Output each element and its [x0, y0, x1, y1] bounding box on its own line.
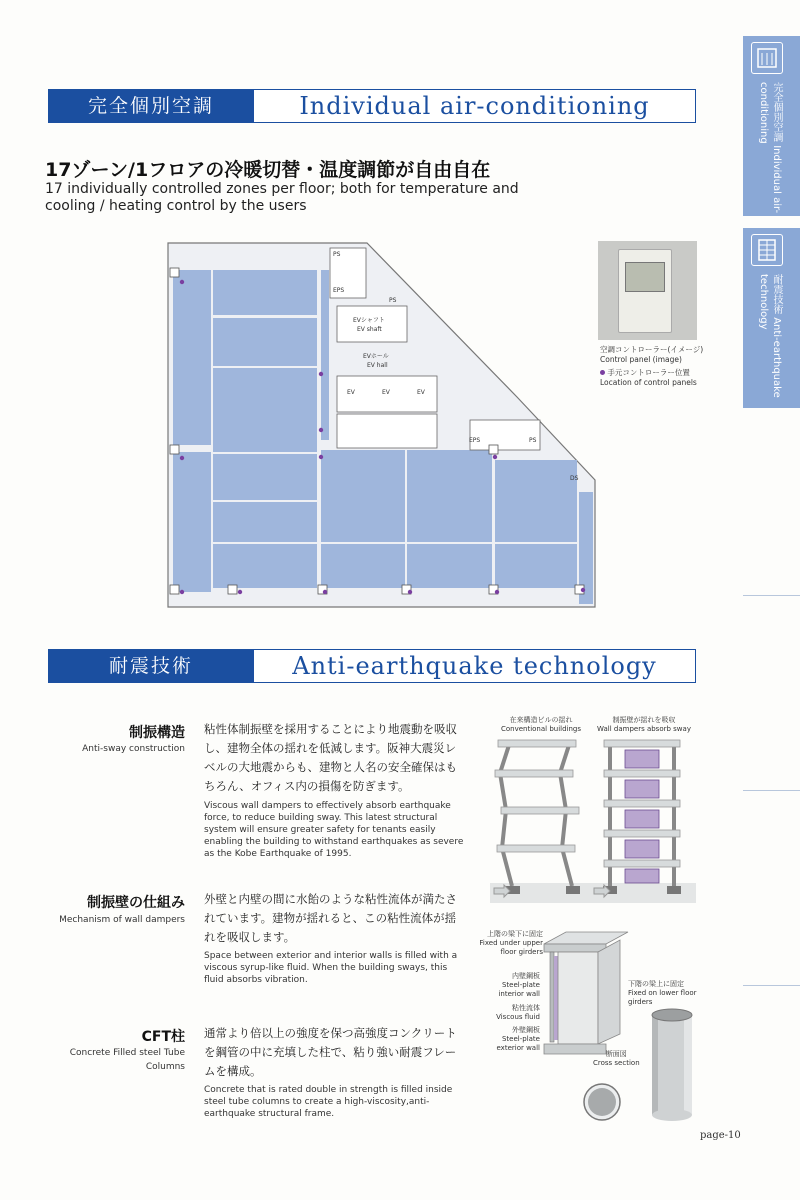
- control-panel-screen: [625, 262, 665, 292]
- ev-shaft-label-en: EV shaft: [357, 326, 382, 333]
- control-panel-caption: 空調コントローラー(イメージ) Control panel (image): [600, 345, 704, 364]
- item-body-jp: 外壁と内壁の間に水飴のような粘性流体が満たされています。建物が揺れると、この粘性流体が揺れを吸収します。: [204, 892, 457, 944]
- ps-label: PS: [389, 297, 397, 304]
- label-exterior-wall: 外壁鋼板 Steel-plate exterior wall: [496, 1026, 540, 1052]
- label-interior-wall: 内壁鋼板 Steel-plate interior wall: [498, 972, 540, 998]
- item-title-jp: 制振壁の仕組み: [87, 895, 185, 911]
- ps-label: PS: [333, 251, 341, 258]
- diagram-caption-conventional: 在来構造ビルの揺れ Conventional buildings: [500, 716, 582, 733]
- section-title-en: Individual air-conditioning: [254, 89, 696, 123]
- diagram-caption-dampers: 制振壁が揺れを吸収 Wall dampers absorb sway: [597, 716, 691, 733]
- tab-divider: [743, 985, 800, 986]
- tab-divider: [743, 595, 800, 596]
- item-title-jp: CFT柱: [141, 1029, 185, 1045]
- control-panel-image: [598, 241, 697, 340]
- eps-label: EPS: [333, 287, 345, 294]
- ev-label: EV: [347, 389, 355, 396]
- ev-hall-label-en: EV hall: [367, 362, 388, 369]
- item-body-en: Viscous wall dampers to effectively absorb earthquake force, to reduce building sway. This latest structural system will ensure greater safety for tenants easily enabling the building to withstand earthquakes as severe as the Kobe Earthquake of 1995.: [204, 801, 464, 859]
- label-fixed-upper: 上階の梁下に固定 Fixed under upper floor girders: [479, 930, 543, 956]
- item-body-en: Concrete that is rated double in strength is filled inside steel tube columns to create a high-viscosity,anti-earthquake structural frame.: [204, 1085, 453, 1119]
- side-tab-anti-earthquake[interactable]: [743, 228, 800, 408]
- tab-divider: [743, 790, 800, 791]
- ev-label: EV: [417, 389, 425, 396]
- panel-location-marker-icon: [600, 370, 605, 375]
- section-header-air-conditioning: [48, 89, 696, 123]
- ds-label: DS: [570, 475, 579, 482]
- label-cross-section: 断面図 Cross section: [593, 1050, 640, 1067]
- page-number: page-10: [700, 1130, 741, 1141]
- item-body-en: Space between exterior and interior walls is filled with a viscous syrup-like fluid. When the building sways, this fluid absorbs vibration.: [204, 951, 458, 985]
- side-tab-air-conditioning[interactable]: [743, 36, 800, 216]
- side-tab-label: 完全個別空調 Individual air-conditioning: [758, 82, 782, 214]
- control-panel-device: [618, 249, 672, 333]
- headline-en: 17 individually controlled zones per floor; both for temperature and cooling / heating control by the users: [45, 181, 519, 214]
- item-title-jp: 制振構造: [129, 725, 185, 741]
- item-title-en: Mechanism of wall dampers: [59, 915, 185, 925]
- item-body-jp: 通常より倍以上の強度を保つ高強度コンクリートを鋼管の中に充填した柱で、粘り強い耐震フレームを構成。: [204, 1026, 457, 1078]
- eps-label: EPS: [469, 437, 481, 444]
- item-body-jp: 粘性体制振壁を採用することにより地震動を吸収し、建物全体の揺れを低減します。阪神大震災レベルの大地震からも、建物と人名の安全確保はもちろん、オフィス内の損傷を防ぎます。: [204, 722, 457, 793]
- item-title-en: Anti-sway construction: [82, 744, 185, 754]
- control-panel-legend: 手元コントローラー位置 Location of control panels: [600, 368, 697, 387]
- label-viscous-fluid: 粘性流体 Viscous fluid: [496, 1004, 540, 1021]
- cft-column-diagram: [580, 1005, 700, 1125]
- sway-diagram: [490, 738, 696, 908]
- label-fixed-lower: 下階の梁上に固定 Fixed on lower floor girders: [628, 980, 697, 1006]
- section-title-en: Anti-earthquake technology: [254, 649, 696, 683]
- headline-jp: 17ゾーン/1フロアの冷暖切替・温度調節が自由自在: [45, 159, 491, 181]
- ev-hall-label-jp: EVホール: [363, 353, 389, 360]
- section-header-anti-earthquake: [48, 649, 696, 683]
- floor-plan: [165, 240, 605, 610]
- ev-label: EV: [382, 389, 390, 396]
- section-title-jp: 耐震技術: [48, 649, 254, 683]
- side-tab-label: 耐震技術 Anti-earthquake technology: [758, 274, 782, 398]
- ps-label: PS: [529, 437, 537, 444]
- building-grid-icon: [751, 234, 783, 266]
- item-title-en: Concrete Filled steel Tube Columns: [69, 1048, 185, 1072]
- section-title-jp: 完全個別空調: [48, 89, 254, 123]
- ev-shaft-label-jp: EVシャフト: [353, 317, 385, 324]
- building-icon: [751, 42, 783, 74]
